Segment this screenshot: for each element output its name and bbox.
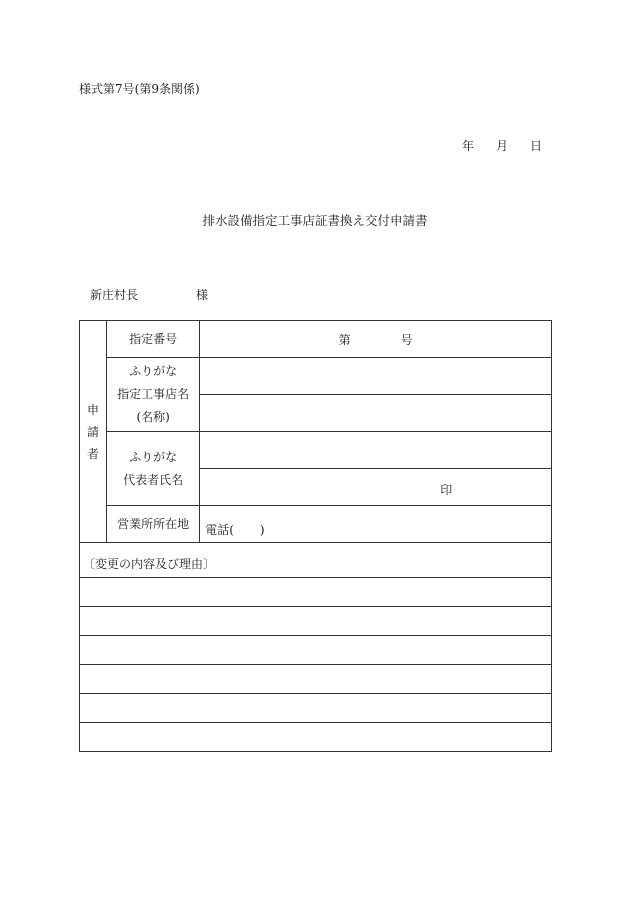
form-number: 様式第7号(第9条関係) xyxy=(79,82,200,96)
shop-name-furigana-label: ふりがな xyxy=(129,364,178,378)
application-form-table xyxy=(79,320,552,752)
date-year-label: 年 xyxy=(462,139,475,153)
phone-close: ) xyxy=(259,523,265,537)
office-address-label: 営業所所在地 xyxy=(107,506,200,543)
change-reason-line[interactable] xyxy=(80,723,552,752)
addressee-name: 新庄村長 xyxy=(90,288,139,302)
shop-name-label xyxy=(107,358,200,432)
designation-number-suffix: 号 xyxy=(400,332,413,347)
representative-label xyxy=(107,432,200,506)
representative-furigana-field[interactable] xyxy=(200,432,552,469)
representative-name-field[interactable] xyxy=(200,469,552,506)
phone-open: 電話( xyxy=(205,523,234,537)
shop-name-sub-label: (名称) xyxy=(136,410,170,424)
change-reason-line[interactable] xyxy=(80,636,552,665)
office-address-field[interactable] xyxy=(200,506,552,543)
side-char-3: 者 xyxy=(87,446,100,461)
representative-main-label: 代表者氏名 xyxy=(123,472,184,487)
date-line xyxy=(462,137,542,154)
change-reason-line[interactable] xyxy=(80,665,552,694)
applicant-side-label xyxy=(80,321,107,543)
change-reason-heading: 〔変更の内容及び理由〕 xyxy=(80,543,552,578)
document-title: 排水設備指定工事店証書換え交付申請書 xyxy=(202,213,428,228)
date-day-label: 日 xyxy=(530,139,543,153)
side-char-2: 請 xyxy=(87,424,100,439)
designation-number-field[interactable] xyxy=(200,321,552,358)
change-reason-line[interactable] xyxy=(80,607,552,636)
side-char-1: 申 xyxy=(87,402,100,417)
addressee-honorific: 様 xyxy=(196,288,209,302)
change-reason-line[interactable] xyxy=(80,578,552,607)
addressee xyxy=(90,286,208,303)
designation-number-prefix: 第 xyxy=(338,332,351,347)
change-reason-line[interactable] xyxy=(80,694,552,723)
phone-label xyxy=(205,521,264,538)
shop-name-furigana-field[interactable] xyxy=(200,358,552,395)
seal-mark: 印 xyxy=(440,483,453,497)
date-month-label: 月 xyxy=(496,139,509,153)
shop-name-field[interactable] xyxy=(200,395,552,432)
designation-number-label: 指定番号 xyxy=(107,321,200,358)
shop-name-main-label: 指定工事店名 xyxy=(117,387,190,401)
representative-furigana-label: ふりがな xyxy=(129,449,178,464)
